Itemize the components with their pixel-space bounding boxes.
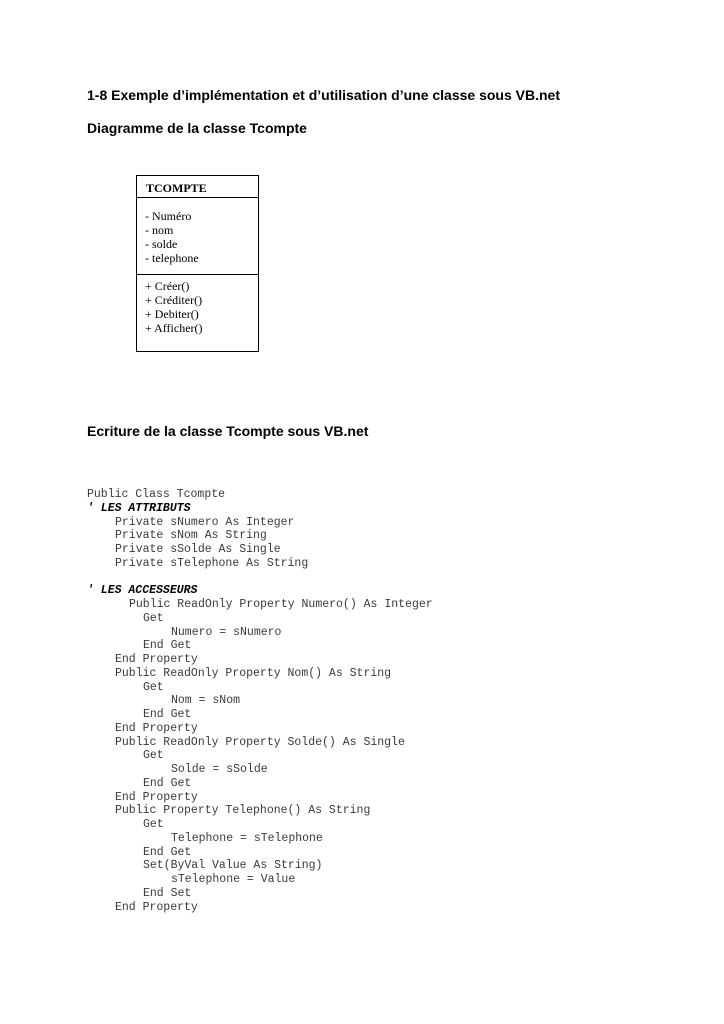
code-line: Private sSolde As Single: [115, 543, 281, 556]
code-line: Get: [143, 749, 164, 763]
code-line: Public ReadOnly Property Numero() As Integer: [129, 598, 433, 611]
uml-method: + Créditer(): [145, 293, 203, 307]
uml-class-name: TCOMPTE: [146, 181, 207, 195]
uml-method: + Créer(): [145, 279, 190, 293]
code-line: End Get: [143, 708, 192, 721]
uml-attribute: - telephone: [145, 251, 199, 265]
code-line: Public ReadOnly Property Nom() As String: [115, 666, 392, 680]
uml-divider: [137, 274, 258, 275]
uml-attribute: - Numéro: [145, 209, 192, 223]
code-line: Get: [143, 611, 164, 625]
code-line: Get: [143, 818, 164, 831]
uml-divider: [137, 197, 258, 198]
uml-attribute: - nom: [145, 223, 174, 237]
code-line: Set(ByVal Value As String): [143, 859, 323, 873]
uml-attribute: - solde: [145, 237, 178, 251]
code-line: sTelephone = Value: [171, 873, 296, 886]
code-line: End Set: [143, 886, 192, 900]
code-comment: ' LES ACCESSEURS: [87, 584, 198, 598]
code-section-title: Ecriture de la classe Tcompte sous VB.net: [87, 423, 369, 439]
code-line: Public Property Telephone() As String: [115, 804, 371, 818]
uml-method: + Afficher(): [145, 321, 203, 335]
code-comment: ' LES ATTRIBUTS: [87, 501, 191, 515]
uml-method: + Debiter(): [145, 307, 199, 321]
code-line: End Property: [115, 653, 198, 666]
code-line: [87, 571, 433, 585]
code-line: Public Class Tcompte: [87, 488, 226, 501]
code-line: Numero = sNumero: [171, 625, 282, 639]
code-line: End Get: [143, 776, 192, 790]
code-line: End Property: [115, 721, 198, 735]
code-line: Nom = sNom: [171, 694, 241, 708]
code-line: End Get: [143, 639, 192, 653]
section-title: 1-8 Exemple d’implémentation et d’utilisation d’une classe sous VB.net: [87, 87, 560, 103]
code-line: End Get: [143, 845, 192, 859]
code-line: Public ReadOnly Property Solde() As Single: [115, 735, 405, 749]
diagram-title: Diagramme de la classe Tcompte: [87, 120, 307, 136]
uml-attributes: [145, 209, 199, 265]
code-line: End Property: [115, 790, 198, 804]
code-line: End Property: [115, 900, 198, 914]
code-line: Private sTelephone As String: [115, 556, 309, 570]
uml-class-diagram: [136, 175, 259, 352]
uml-methods: [145, 279, 203, 335]
code-line: Solde = sSolde: [171, 763, 268, 776]
code-line: Get: [143, 680, 164, 694]
code-line: Private sNom As String: [115, 529, 267, 543]
code-line: Telephone = sTelephone: [171, 831, 323, 845]
code-block: [87, 488, 433, 914]
code-line: Private sNumero As Integer: [115, 515, 295, 529]
